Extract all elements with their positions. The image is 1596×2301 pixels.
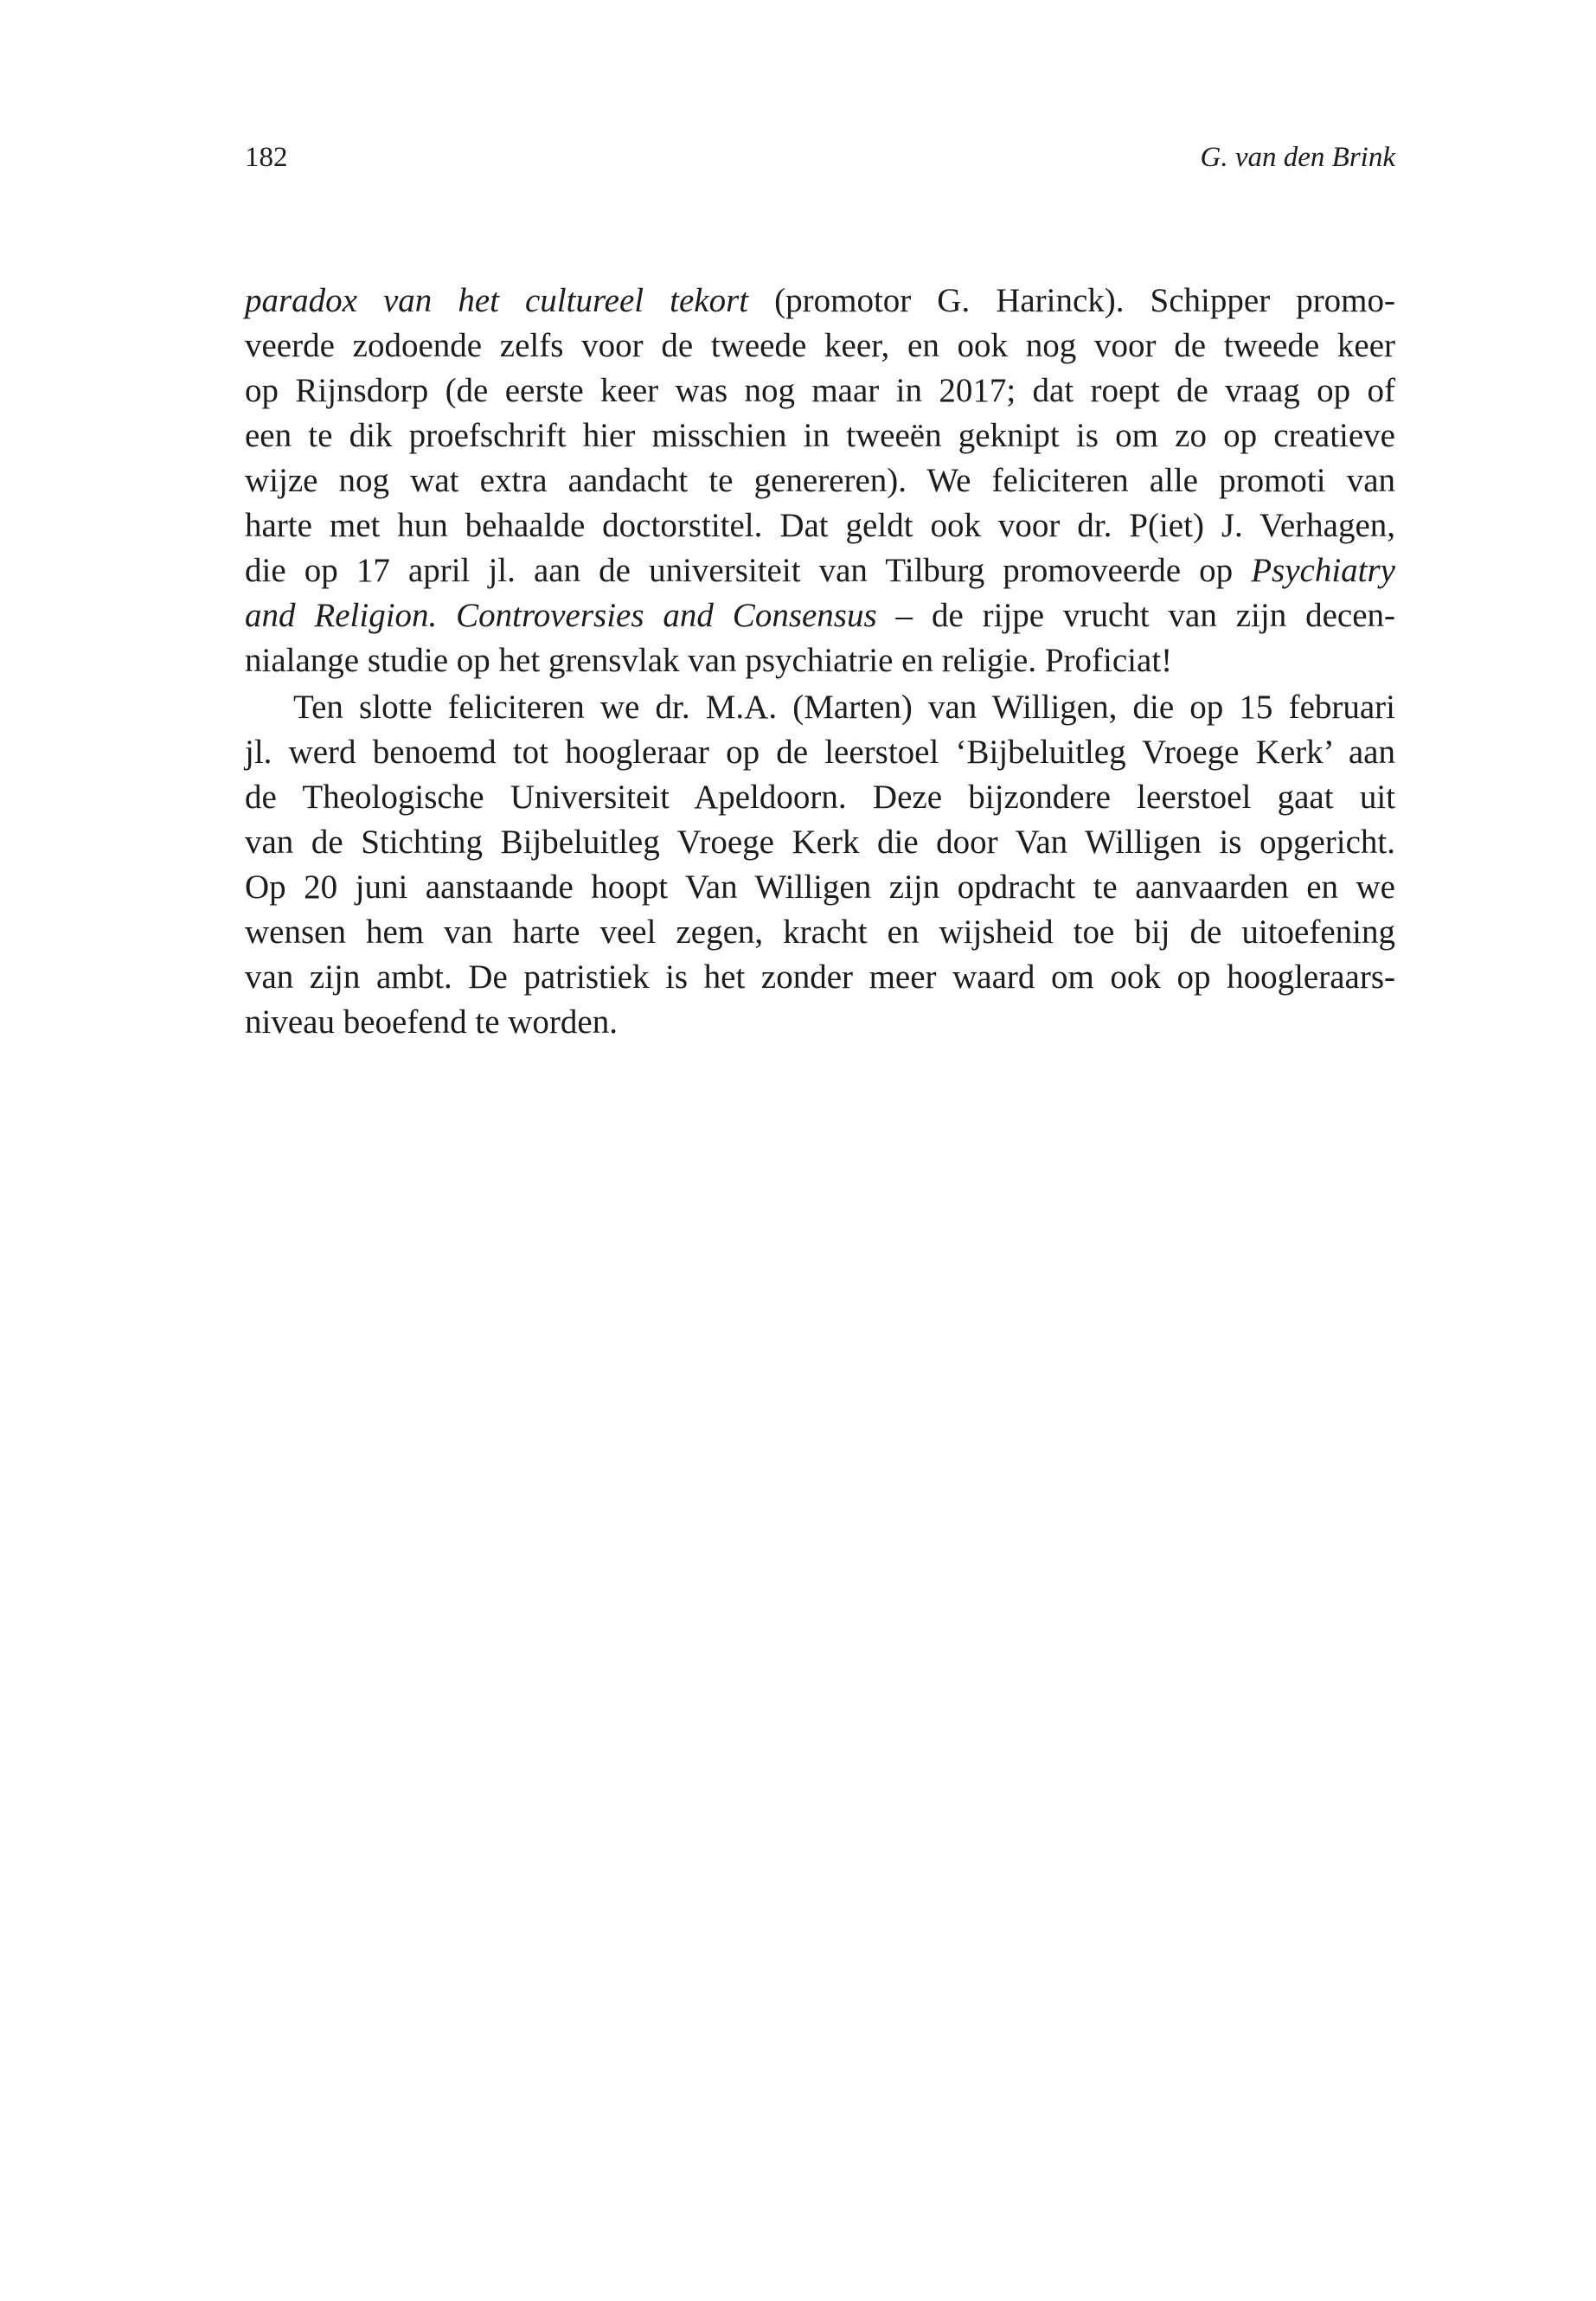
text-segment: – de rijpe vrucht van zijn decen-: [876, 597, 1395, 634]
text-line: nialange studie op het grensvlak van psychiatrie en religie. Proficiat!: [245, 642, 1173, 679]
paragraph-appointment: [245, 685, 1395, 1045]
text-line: op Rijnsdorp (de eerste keer was nog maar in 2017; dat roept de vraag op of: [245, 372, 1395, 409]
text-line: niveau beoefend te worden.: [245, 1003, 618, 1041]
text-segment: die op 17 april jl. aan de universiteit van Tilburg promoveerde op: [245, 552, 1252, 589]
text-line: wijze nog wat extra aandacht te genereren). We feliciteren alle promoti van: [245, 462, 1395, 499]
text-line: [245, 593, 1395, 638]
text-line: wensen hem van harte veel zegen, kracht en wijsheid toe bij de uitoefening: [245, 913, 1395, 951]
book-title-italic: Psychiatry: [1251, 552, 1395, 589]
text-line: Ten slotte feliciteren we dr. M.A. (Marten) van Willigen, die op 15 februari: [293, 689, 1395, 726]
text-line: harte met hun behaalde doctorstitel. Dat geldt ook voor dr. P(iet) J. Verhagen,: [245, 507, 1395, 544]
body-text: [245, 279, 1395, 1045]
text-line: veerde zodoende zelfs voor de tweede keer, en ook nog voor de tweede keer: [245, 327, 1395, 364]
text-line: van de Stichting Bijbeluitleg Vroege Kerk die door Van Willigen is opgericht.: [245, 824, 1395, 861]
book-title-italic: and Religion. Controversies and Consensus: [245, 597, 877, 634]
running-head-author: G. van den Brink: [1200, 142, 1395, 173]
text-line: van zijn ambt. De patristiek is het zonder meer waard om ook op hoogleraars-: [245, 958, 1395, 996]
book-title-italic: paradox van het cultureel tekort: [245, 282, 749, 319]
paragraph-promotions: [245, 279, 1395, 683]
text-line: [245, 279, 1395, 324]
page-number: 182: [245, 142, 288, 173]
text-segment: (promotor G. Harinck). Schipper promo-: [748, 282, 1396, 319]
text-line: [245, 548, 1395, 593]
running-head: [245, 138, 1395, 176]
text-line: een te dik proefschrift hier misschien in tweeën geknipt is om zo op creatieve: [245, 417, 1395, 454]
text-line: Op 20 juni aanstaande hoopt Van Willigen zijn opdracht te aanvaarden en we: [245, 868, 1395, 906]
text-line: jl. werd benoemd tot hoogleraar op de leerstoel ‘Bijbeluitleg Vroege Kerk’ aan: [245, 734, 1395, 771]
text-line: de Theologische Universiteit Apeldoorn. Deze bijzondere leerstoel gaat uit: [245, 779, 1395, 816]
